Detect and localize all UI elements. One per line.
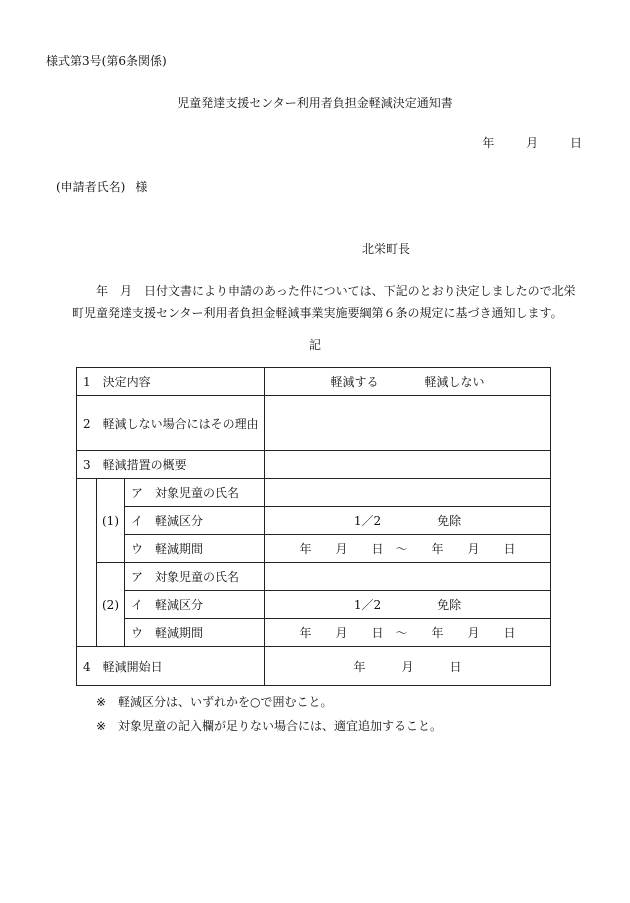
note-text: 対象児童の記入欄が足りない場合には、適宜追加すること。 [118, 719, 443, 733]
table-row [77, 619, 551, 647]
decision-table [76, 367, 551, 686]
category-label: イ 軽減区分 [125, 591, 265, 619]
document-title: 児童発達支援センター利用者負担金軽減決定通知書 [177, 96, 453, 110]
table-row [77, 368, 551, 396]
child-name-field[interactable] [265, 479, 551, 507]
notice-body-text: 年 月 日付文書により申請のあった件については、下記のとおり決定しましたので北栄町児童発達支援センター利用者負担金軽減事業実施要綱第６条の規定に基づき通知します。 [72, 284, 576, 320]
start-date-label: 4 軽減開始日 [77, 647, 265, 686]
option-half: 1／2 [353, 514, 382, 528]
category-options [265, 591, 551, 619]
notes [96, 690, 442, 738]
child-name-label: ア 対象児童の氏名 [125, 479, 265, 507]
group-number-2: (2) [97, 563, 125, 647]
applicant-honorific: 様 [135, 180, 148, 194]
table-row [77, 563, 551, 591]
period-label: ウ 軽減期間 [125, 619, 265, 647]
table-row [77, 396, 551, 451]
reason-field[interactable] [265, 396, 551, 451]
table-row [77, 507, 551, 535]
decision-options [265, 368, 551, 396]
applicant-label: (申請者氏名) [56, 180, 126, 194]
note-text: 軽減区分は、いずれかを○で囲むこと。 [118, 695, 333, 709]
overview-field [265, 451, 551, 479]
note-mark: ※ [96, 695, 107, 709]
indent-cell [77, 479, 97, 563]
table-row [77, 451, 551, 479]
date-month: 月 [526, 136, 539, 150]
category-label: イ 軽減区分 [125, 507, 265, 535]
note-item [96, 690, 442, 714]
ki-heading: 記 [308, 338, 321, 352]
date-year: 年 [482, 136, 495, 150]
period-field: 年 月 日 ～ 年 月 日 [265, 535, 551, 563]
reason-label: 2 軽減しない場合にはその理由 [77, 396, 265, 451]
period-field: 年 月 日 ～ 年 月 日 [265, 619, 551, 647]
table-row [77, 647, 551, 686]
indent-cell [77, 563, 97, 647]
option-half: 1／2 [353, 598, 382, 612]
table-row [77, 591, 551, 619]
decision-label: 1 決定内容 [77, 368, 265, 396]
issue-date [454, 134, 582, 151]
child-name-label: ア 対象児童の氏名 [125, 563, 265, 591]
period-label: ウ 軽減期間 [125, 535, 265, 563]
category-options [265, 507, 551, 535]
option-exempt: 免除 [437, 598, 462, 612]
date-day: 日 [569, 136, 582, 150]
issuer-name: 北栄町長 [362, 242, 411, 256]
group-number-1: (1) [97, 479, 125, 563]
option-reduce: 軽減する [330, 375, 379, 389]
child-name-field[interactable] [265, 563, 551, 591]
start-date-field: 年 月 日 [265, 647, 551, 686]
option-no-reduce: 軽減しない [424, 375, 485, 389]
applicant-line [56, 178, 147, 195]
table-row [77, 535, 551, 563]
notice-body [72, 280, 587, 324]
form-number: 様式第3号(第6条関係) [46, 54, 167, 68]
note-mark: ※ [96, 719, 107, 733]
note-item [96, 714, 442, 738]
table-row [77, 479, 551, 507]
option-exempt: 免除 [437, 514, 462, 528]
overview-label: 3 軽減措置の概要 [77, 451, 265, 479]
